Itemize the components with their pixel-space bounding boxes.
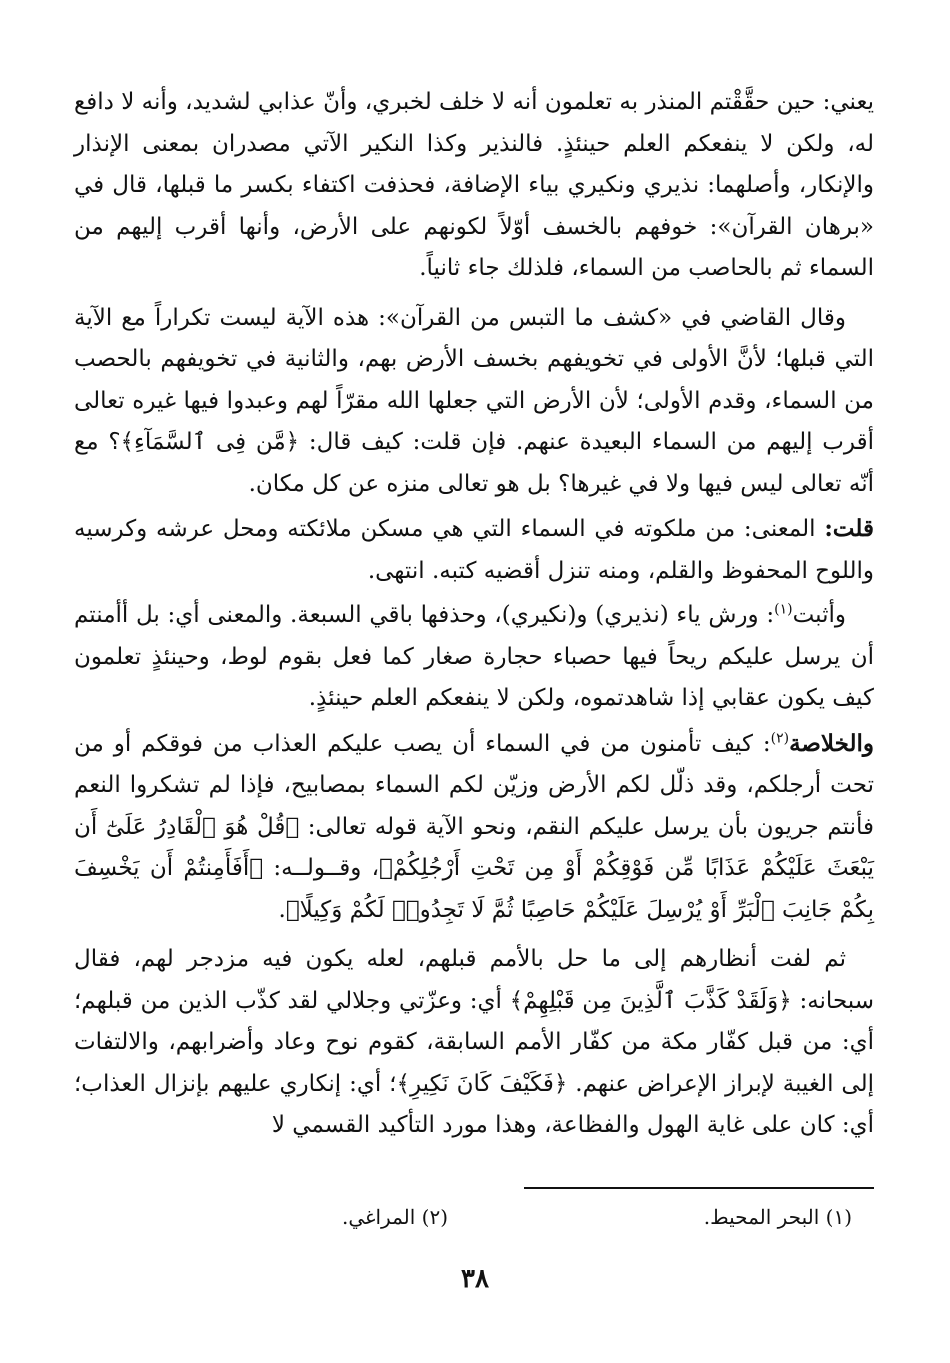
footnote-ref-1: (١) bbox=[774, 601, 793, 618]
paragraph-5 bbox=[74, 723, 874, 932]
paragraph-3 bbox=[74, 508, 874, 592]
footnote-divider bbox=[524, 1187, 874, 1189]
paragraph-4-text-before: وأثبت bbox=[792, 602, 846, 628]
page-number: ٣٨ bbox=[461, 1264, 489, 1294]
footnote-1: (١) البحر المحيط. bbox=[703, 1205, 852, 1229]
paragraph-4 bbox=[74, 595, 874, 720]
footnote-2: (٢) المراغي. bbox=[341, 1205, 448, 1229]
paragraph-6-text: ثم لفت أنظارهم إلى ما حل بالأمم قبلهم، لعله يكون فيه مزدجر لهم، فقال سبحانه: ﴿وَلَقَدْ كَذَّبَ ٱلَّذِينَ مِن قَبْلِهِمْ﴾ أي: وعزّتي وجلالي لقد كذّب الذين من قبلهم؛ أي: من قبل كفّار مكة من كفّار الأمم السابقة، كقوم نوح وعاد وأضرابهم، والالتفات إلى الغيبة لإبراز الإعراض عنهم. ﴿فَكَيْفَ كَانَ نَكِيرِ﴾؛ أي: إنكاري عليهم بإنزال العذاب؛ أي: كان على غاية الهول والفظاعة، وهذا مورد التأكيد القسمي لا bbox=[74, 946, 874, 1138]
paragraph-5-text: : كيف تأمنون من في السماء أن يصب عليكم العذاب من فوقكم أو من تحت أرجلكم، وقد ذلّل لكم الأرض وزيّن لكم السماء بمصابيح، فإذا لم تشكروا النعم فأنتم جريون بأن يرسل عليكم النقم، ونحو الآية قوله تعالى: ﴿قُلْ هُوَ ٱلْقَادِرُ عَلَىٰٓ أَن يَبْعَثَ عَلَيْكُمْ عَذَابًا مِّن فَوْقِكُمْ أَوْ مِن تَحْتِ أَرْجُلِكُمْ﴾، وقــولــه: ﴿أَفَأَمِنتُمْ أَن يَخْسِفَ بِكُمْ جَانِبَ ٱلْبَرِّ أَوْ يُرْسِلَ عَلَيْكُمْ حَاصِبًا ثُمَّ لَا تَجِدُوا۟ لَكُمْ وَكِيلًا﴾. bbox=[74, 730, 874, 923]
footnote-ref-2: (٢) bbox=[770, 729, 790, 746]
paragraph-2 bbox=[74, 298, 874, 506]
paragraph-5-lead: والخلاصة bbox=[789, 729, 874, 757]
paragraph-6 bbox=[74, 939, 874, 1147]
page-body bbox=[74, 82, 874, 1147]
paragraph-1-text: يعني: حين حقَّقْتم المنذر به تعلمون أنه لا خلف لخبري، وأنّ عذابي لشديد، وأنه لا دافع له، ولكن لا ينفعكم العلم حينئذٍ. فالنذير وكذا النكير الآتي مصدران بمعنى الإنذار والإنكار، وأصلهما: نذيري ونكيري بياء الإضافة، فحذفت اكتفاء بكسر ما قبلها، قال في «برهان القرآن»: خوفهم بالخسف أوّلاً لكونهم على الأرض، وأنها أقرب إليهم من السماء ثم بالحاصب من السماء، فلذلك جاء ثانياً. bbox=[74, 89, 874, 281]
paragraph-1 bbox=[74, 82, 874, 290]
paragraph-3-text: المعنى: من ملكوته في السماء التي هي مسكن ملائكته ومحل عرشه وكرسيه واللوح المحفوظ والقلم، ومنه تنزل أقضيه كتبه. انتهى. bbox=[74, 516, 874, 584]
paragraph-3-lead: قلت: bbox=[824, 515, 874, 542]
paragraph-4-text-after: : ورش ياء (نذيري) و(نكيري)، وحذفها باقي السبعة. والمعنى أي: بل أأمنتم أن يرسل عليكم ريحاً فيها حصباء حجارة صغار كما فعل بقوم لوط، وحينئذٍ تعلمون كيف يكون عقابي إذا شاهدتموه، ولكن لا ينفعكم العلم حينئذٍ. bbox=[74, 602, 874, 711]
paragraph-2-text: وقال القاضي في «كشف ما التبس من القرآن»: هذه الآية ليست تكراراً مع الآية التي قبلها؛ لأنَّ الأولى في تخويفهم بخسف الأرض بهم، والثانية في تخويفهم بالحصب من السماء، وقدم الأولى؛ لأن الأرض التي جعلها الله مقرّاً لهم وعبدوا فيها غيره تعالى أقرب إليهم من السماء البعيدة عنهم. فإن قلت: كيف قال: ﴿مَّن فِى ٱلسَّمَآءِ﴾؟ مع أنّه تعالى ليس فيها ولا في غيرها؟ بل هو تعالى منزه عن كل مكان. bbox=[74, 304, 874, 497]
